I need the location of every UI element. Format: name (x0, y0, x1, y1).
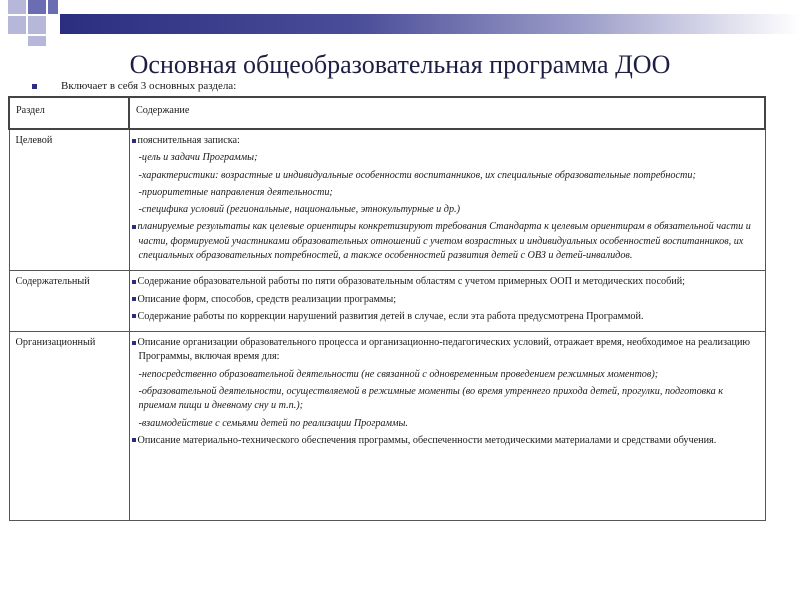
bullet-icon (132, 297, 136, 301)
content-text: Описание организации образовательного процесса и организационно-педагогических условий, отражает время, необходимое на реализацию Программы, включая время для: (137, 337, 751, 363)
section-name: Организационный (9, 332, 129, 521)
content-text: Описание форм, способов, средств реализации программы; (137, 293, 397, 305)
bullet-icon (32, 84, 37, 89)
content-line (139, 203, 759, 217)
decor-square (28, 16, 46, 34)
decor-square (8, 0, 26, 14)
content-text: планируемые результаты как целевые ориентиры конкретизируют требования Стандарта к целевым ориентирам в обязательной части и части, формируемой участниками образовательных отношений с учетом возрастных и индивидуальных особенностей воспитанников, их специальных образовательных потребностей, а также особенностей развития детей с ОВЗ и детей-инвалидов. (137, 221, 751, 261)
section-content (129, 271, 765, 332)
decor-square (8, 16, 26, 34)
content-line (139, 151, 759, 165)
header-content: Содержание (129, 97, 765, 129)
content-text: -специфика условий (региональные, национальные, этнокультурные и др.) (138, 204, 460, 216)
content-text: -непосредственно образовательной деятельности (не связанной с одновременным проведением режимных моментов); (138, 368, 659, 380)
decor-square (28, 36, 46, 46)
content-text: -цель и задачи Программы; (138, 152, 258, 164)
table-header-row (9, 97, 765, 129)
content-text: -приоритетные направления деятельности; (138, 186, 333, 198)
content-line (139, 220, 759, 263)
bullet-icon (132, 280, 136, 284)
section-name: Содержательный (9, 271, 129, 332)
bullet-icon (132, 225, 136, 229)
table-row (9, 271, 765, 332)
intro-text: Включает в себя 3 основных раздела: (61, 80, 237, 92)
page-title: Основная общеобразовательная программа ДОО (129, 50, 671, 79)
content-text: Содержание образовательной работы по пяти образовательным областям с учетом примерных ООП и методических пособий; (137, 276, 686, 288)
content-line (139, 385, 759, 414)
content-line (139, 169, 759, 183)
content-line (139, 368, 759, 382)
bullet-icon (132, 314, 136, 318)
content-line (139, 310, 759, 324)
content-line (139, 336, 759, 365)
content-line (139, 293, 759, 307)
content-text: -образовательной деятельности, осуществляемой в режимные моменты (во время утреннего прихода детей, прогулки, подготовка к приемам пищи и дневному сну и т.п.); (138, 385, 724, 412)
top-gradient-bar (60, 14, 800, 34)
bullet-icon (132, 341, 136, 345)
content-text: Содержание работы по коррекции нарушений развития детей в случае, если эта работа предусмотрена Программой. (137, 310, 644, 322)
content-line (139, 434, 759, 448)
section-content (129, 332, 765, 521)
content-text: -взаимодействие с семьями детей по реализации Программы. (138, 417, 408, 429)
content-text: -характеристики: возрастные и индивидуальные особенности воспитанников, их специальные образовательные потребности; (138, 169, 696, 181)
content-line (139, 417, 759, 431)
decor-square (48, 0, 58, 14)
content-text: Описание материально-технического обеспечения программы, обеспеченности методическими материалами и средствами обучения. (137, 434, 717, 446)
bullet-icon (132, 438, 136, 442)
content-line (139, 275, 759, 289)
content-line (139, 134, 759, 148)
header-section: Раздел (9, 97, 129, 129)
table-row (9, 129, 765, 271)
section-content (129, 129, 765, 271)
program-table (8, 96, 766, 521)
decor-square (28, 0, 46, 14)
content-line (139, 186, 759, 200)
table-row (9, 332, 765, 521)
content-text: пояснительная записка: (137, 135, 240, 146)
intro-line (32, 80, 236, 92)
section-name: Целевой (9, 129, 129, 271)
bullet-icon (132, 139, 136, 143)
